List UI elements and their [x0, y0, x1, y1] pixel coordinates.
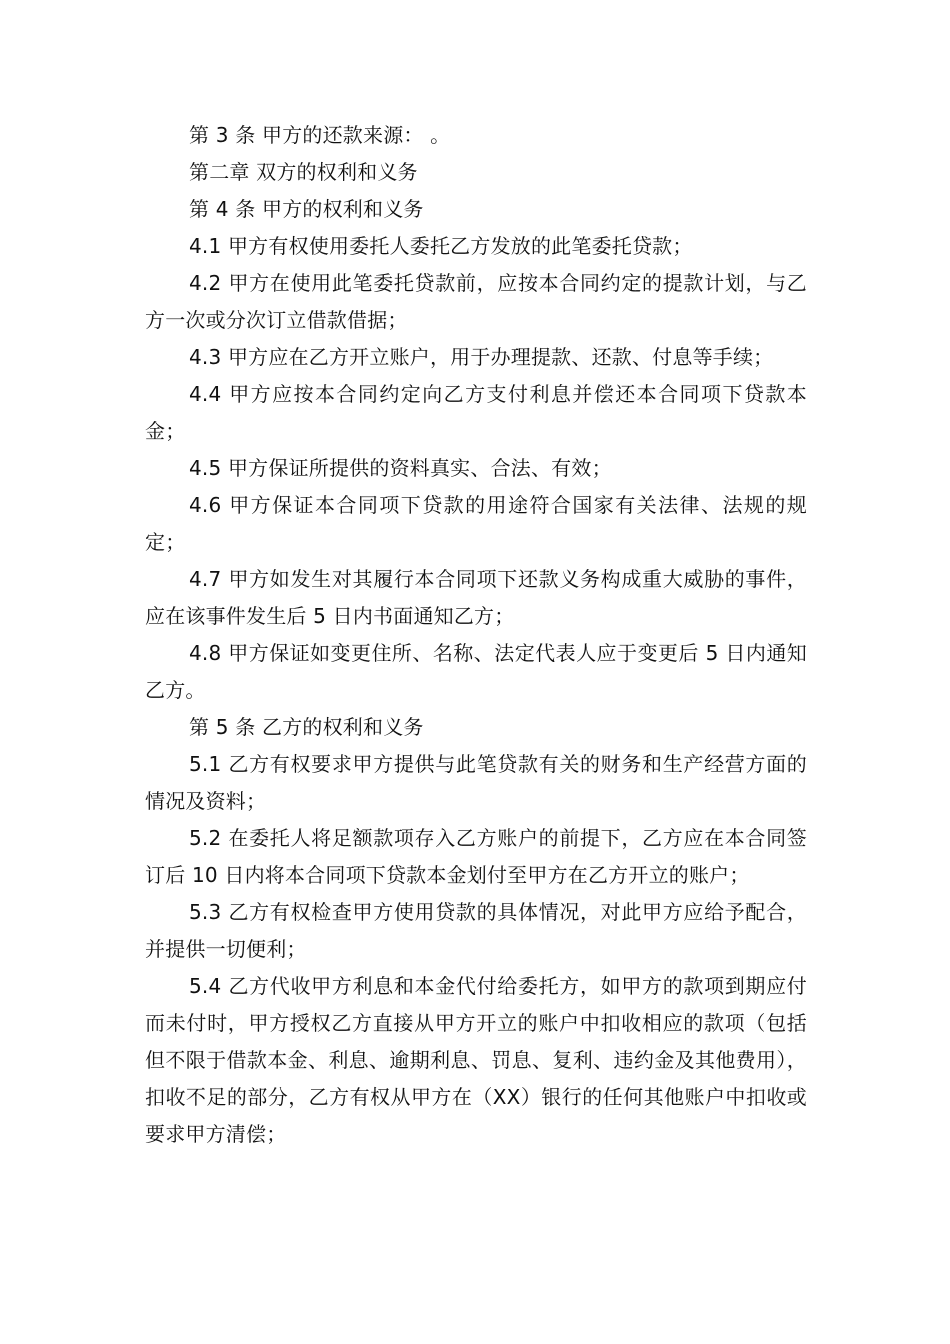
- clause-5-1: 5.1 乙方有权要求甲方提供与此笔贷款有关的财务和生产经营方面的情况及资料；: [145, 752, 807, 813]
- clause-4-2: 4.2 甲方在使用此笔委托贷款前，应按本合同约定的提款计划，与乙方一次或分次订立借款借据；: [145, 271, 807, 332]
- article-5-heading: 第 5 条 乙方的权利和义务: [189, 715, 424, 739]
- clause-5-2: 5.2 在委托人将足额款项存入乙方账户的前提下，乙方应在本合同签订后 10 日内将本合同项下贷款本金划付至甲方在乙方开立的账户；: [145, 826, 807, 887]
- clause-5-3: 5.3 乙方有权检查甲方使用贷款的具体情况，对此甲方应给予配合，并提供一切便利；: [145, 900, 807, 961]
- article-3-repayment-source: 第 3 条 甲方的还款来源： 。: [189, 123, 451, 147]
- clause-4-1: 4.1 甲方有权使用委托人委托乙方发放的此笔委托贷款；: [189, 234, 693, 258]
- clause-4-4: 4.4 甲方应按本合同约定向乙方支付利息并偿还本合同项下贷款本金；: [145, 382, 807, 443]
- clause-4-6: 4.6 甲方保证本合同项下贷款的用途符合国家有关法律、法规的规定；: [145, 493, 807, 554]
- document-body: [145, 117, 807, 1153]
- clause-4-7: 4.7 甲方如发生对其履行本合同项下还款义务构成重大威胁的事件，应在该事件发生后 5 日内书面通知乙方；: [145, 567, 807, 628]
- clause-4-3: 4.3 甲方应在乙方开立账户，用于办理提款、还款、付息等手续；: [189, 345, 774, 369]
- clause-5-4: 5.4 乙方代收甲方利息和本金代付给委托方，如甲方的款项到期应付而未付时，甲方授权乙方直接从甲方开立的账户中扣收相应的款项（包括但不限于借款本金、利息、逾期利息、罚息、复利、违约金及其他费用），扣收不足的部分，乙方有权从甲方在（XX）银行的任何其他账户中扣收或要求甲方清偿；: [145, 974, 807, 1146]
- clause-4-8: 4.8 甲方保证如变更住所、名称、法定代表人应于变更后 5 日内通知乙方。: [145, 641, 807, 702]
- chapter-2-heading: 第二章 双方的权利和义务: [189, 160, 418, 184]
- clause-4-5: 4.5 甲方保证所提供的资料真实、合法、有效；: [189, 456, 612, 480]
- article-4-heading: 第 4 条 甲方的权利和义务: [189, 197, 424, 221]
